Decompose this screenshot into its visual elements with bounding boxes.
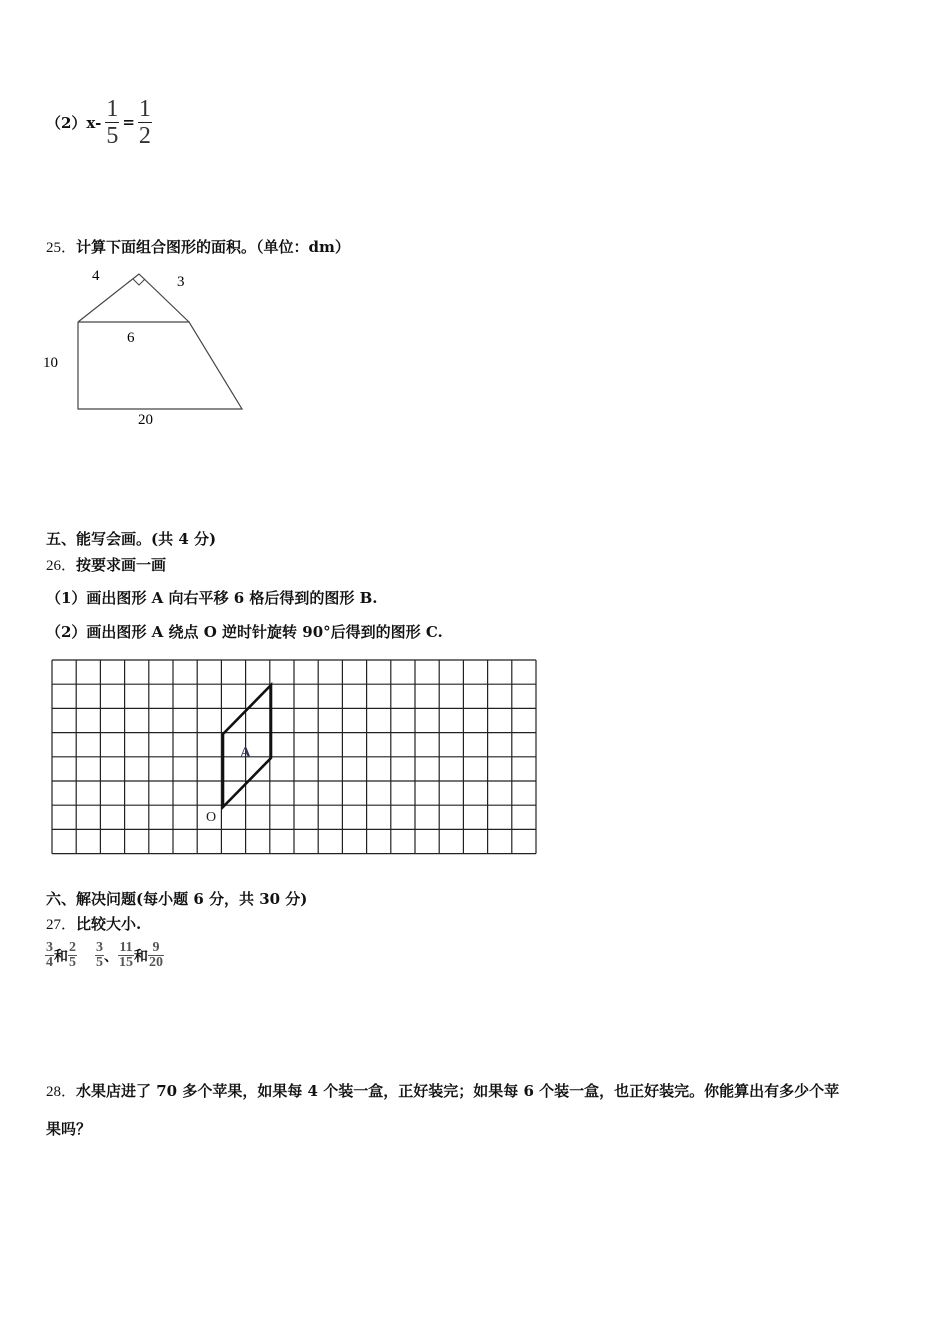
question-number: 25．: [46, 240, 77, 256]
question-text: 按要求画一画: [76, 556, 167, 574]
label-o: O: [206, 810, 217, 825]
separator: 、: [104, 948, 118, 965]
fraction-3-5: $\frac{3}{5}$: [96, 940, 103, 970]
fraction-9-20: $\frac{9}{20}$: [149, 940, 163, 970]
fraction-11-15: $\frac{11}{15}$: [119, 940, 133, 970]
fraction-comparison-row: [45, 941, 164, 970]
question-number: 27．: [46, 917, 77, 933]
fraction-one-half: $\frac{1}{2}$: [138, 95, 151, 149]
question-28-line-2: 果吗？: [46, 1120, 92, 1138]
question-28-line-1: [46, 1080, 839, 1101]
question-text: 水果店进了 70 多个苹果，如果每 4 个装一盒，正好装完；如果每 6 个装一盒，也正好装完。你能算出有多少个苹: [76, 1082, 840, 1100]
question-text: 比较大小.: [76, 915, 142, 933]
square-grid: [48, 656, 538, 862]
question-number: 26．: [46, 558, 77, 574]
question-27: [46, 913, 141, 934]
label-base-6: 6: [127, 330, 135, 346]
and-word-2: 和: [134, 948, 148, 965]
question-26-part-1: （1）画出图形 A 向右平移 6 格后得到的图形 B.: [46, 589, 378, 607]
fraction-2-5: $\frac{2}{5}$: [69, 940, 76, 970]
question-26-part-2: （2）画出图形 A 绕点 O 逆时针旋转 90°后得到的图形 C.: [46, 623, 443, 641]
label-height-10: 10: [43, 355, 58, 371]
fraction-one-fifth: $\frac{1}{5}$: [106, 95, 119, 149]
composite-figure: [36, 262, 256, 432]
equation-2: [46, 95, 152, 149]
equals-sign: =: [122, 113, 135, 131]
fraction-3-4: $\frac{3}{4}$: [46, 940, 53, 970]
equation-label: （2）x-: [46, 113, 102, 132]
grid-lines: [52, 660, 536, 854]
section-5-title: 五、能写会画。(共 4 分): [46, 530, 217, 548]
question-25: [46, 236, 350, 257]
right-angle-mark: [133, 279, 145, 285]
label-side-4: 4: [92, 268, 100, 284]
section-6-title: 六、解决问题(每小题 6 分，共 30 分): [46, 890, 308, 908]
question-26: [46, 554, 166, 575]
label-a: A: [240, 745, 251, 761]
question-text: 计算下面组合图形的面积。（单位：dm）: [76, 238, 350, 256]
question-number: 28．: [46, 1084, 77, 1100]
and-word-1: 和: [54, 948, 68, 965]
label-side-3: 3: [177, 274, 185, 290]
figure-outline: [78, 322, 242, 409]
label-bottom-20: 20: [138, 412, 153, 428]
